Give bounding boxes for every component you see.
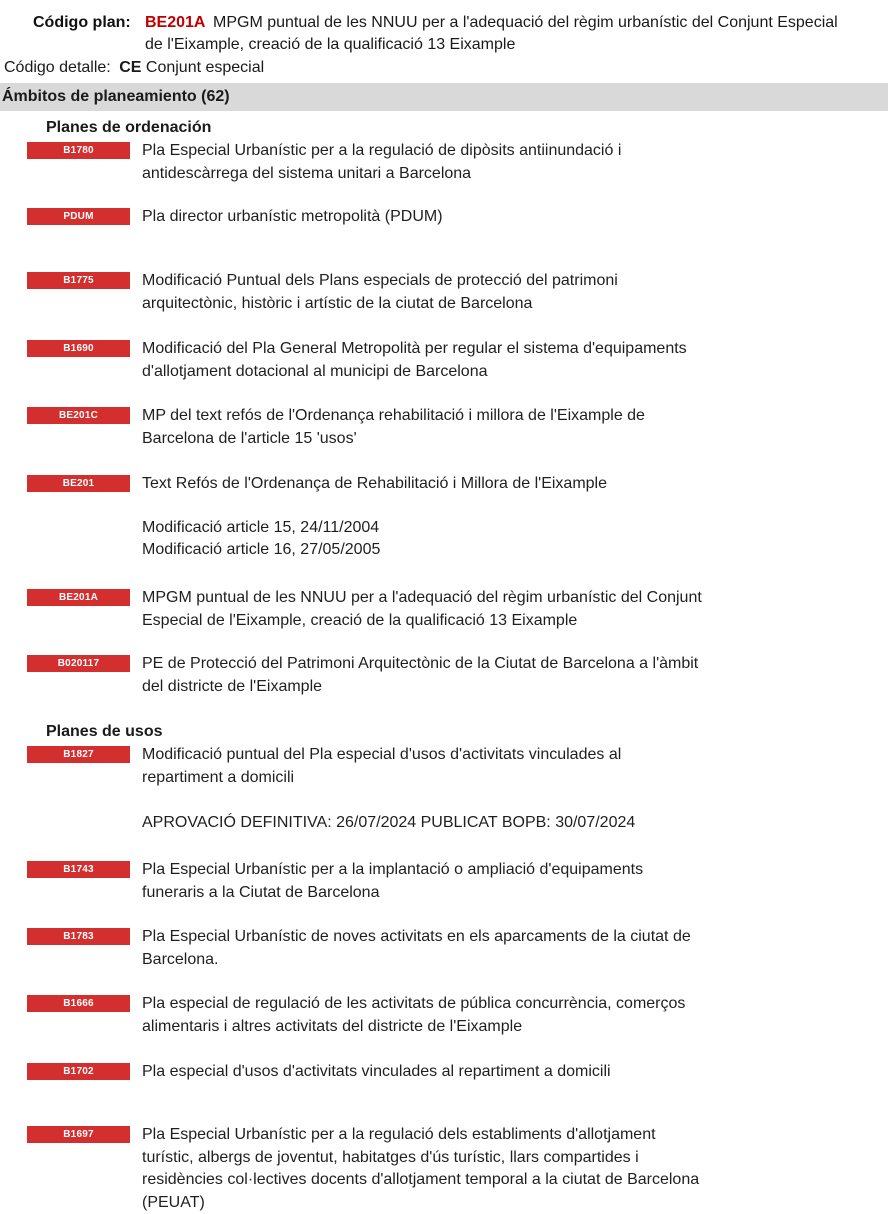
plan-code-badge[interactable]: BE201C bbox=[27, 407, 130, 424]
plan-code-badge[interactable]: B1666 bbox=[27, 995, 130, 1012]
plan-title-link[interactable]: Modificació Puntual dels Plans especials de protecció del patrimoni arquitectònic, històric i artístic de la ciutat de Barcelona bbox=[142, 272, 618, 312]
plan-code-badge[interactable]: B1780 bbox=[27, 142, 130, 159]
plan-title-link[interactable]: Pla especial de regulació de les activitats de pública concurrència, comerços alimentaris i altres activitats del districte de l'Eixample bbox=[142, 995, 686, 1035]
plan-title-link[interactable]: Pla especial d'usos d'activitats vinculades al repartiment a domicili bbox=[142, 1063, 611, 1080]
plan-code-badge[interactable]: B1827 bbox=[27, 746, 130, 763]
plan-label: Código plan: bbox=[33, 14, 131, 31]
plan-code-badge[interactable]: B020117 bbox=[27, 655, 130, 672]
plan-code-badge[interactable]: B1775 bbox=[27, 272, 130, 289]
plan-code-badge[interactable]: B1783 bbox=[27, 928, 130, 945]
plan-title-link[interactable]: PE de Protecció del Patrimoni Arquitectònic de la Ciutat de Barcelona a l'àmbit del districte de l'Eixample bbox=[142, 655, 699, 695]
plan-title-link[interactable]: Pla Especial Urbanístic de noves activitats en els aparcaments de la ciutat de Barcelona. bbox=[142, 928, 691, 968]
plan-code-badge[interactable]: B1702 bbox=[27, 1063, 130, 1080]
plan-title-link[interactable]: Modificació del Pla General Metropolità per regular el sistema d'equipaments d'allotjament dotacional al municipi de Barcelona bbox=[142, 340, 687, 380]
plan-note: APROVACIÓ DEFINITIVA: 26/07/2024 PUBLICAT BOPB: 30/07/2024 bbox=[142, 814, 636, 831]
plan-code-badge[interactable]: BE201A bbox=[27, 589, 130, 606]
plan-title-link[interactable]: Text Refós de l'Ordenança de Rehabilitació i Millora de l'Eixample bbox=[142, 475, 608, 492]
group-title-ordenacion: Planes de ordenación bbox=[46, 119, 212, 136]
detalle-code: CE bbox=[119, 59, 142, 76]
plan-code[interactable]: BE201A bbox=[145, 14, 206, 31]
detalle-label: Código detalle: bbox=[4, 59, 111, 76]
plan-note: Modificació article 16, 27/05/2005 bbox=[142, 541, 381, 558]
plan-title-link[interactable]: MPGM puntual de les NNUU per a l'adequació del règim urbanístic del Conjunt Especial de l'Eixample, creació de la qualificació 13 Eixample bbox=[142, 589, 702, 629]
plan-title-link[interactable]: Pla director urbanístic metropolità (PDUM) bbox=[142, 208, 443, 225]
detalle-description: Conjunt especial bbox=[145, 59, 265, 76]
plan-title-link[interactable]: Pla Especial Urbanístic per a la regulació dels establiments d'allotjament turístic, albergs de joventut, habitatges d'ús turístic, llars compartides i residències col·lectives docents d'allotjament temporal a la ciutat de Barcelona (PEUAT) bbox=[142, 1126, 700, 1211]
plan-code-badge[interactable]: B1690 bbox=[27, 340, 130, 357]
plan-title-link[interactable]: Modificació puntual del Pla especial d'usos d'activitats vinculades al repartiment a domicili bbox=[142, 746, 622, 786]
plan-description-cont: de l'Eixample, creació de la qualificació 13 Eixample bbox=[145, 36, 516, 53]
plan-code-badge[interactable]: PDUM bbox=[27, 208, 130, 225]
detalle-row bbox=[4, 58, 264, 78]
plan-note: Modificació article 15, 24/11/2004 bbox=[142, 519, 380, 536]
section-header-ambitos: Ámbitos de planeamiento (62) bbox=[0, 83, 888, 111]
plan-code-badge[interactable]: BE201 bbox=[27, 475, 130, 492]
plan-title-link[interactable]: Pla Especial Urbanístic per a la implantació o ampliació d'equipaments funeraris a la Ciutat de Barcelona bbox=[142, 861, 644, 901]
group-title-usos: Planes de usos bbox=[46, 723, 163, 740]
plan-code-badge[interactable]: B1697 bbox=[27, 1126, 130, 1143]
plan-title-link[interactable]: Pla Especial Urbanístic per a la regulació de dipòsits antiinundació i antidescàrrega del sistema unitari a Barcelona bbox=[142, 142, 622, 182]
plan-code-badge[interactable]: B1743 bbox=[27, 861, 130, 878]
plan-description: MPGM puntual de les NNUU per a l'adequació del règim urbanístic del Conjunt Especial bbox=[213, 14, 838, 31]
plan-title-link[interactable]: MP del text refós de l'Ordenança rehabilitació i millora de l'Eixample de Barcelona de l'article 15 'usos' bbox=[142, 407, 645, 447]
